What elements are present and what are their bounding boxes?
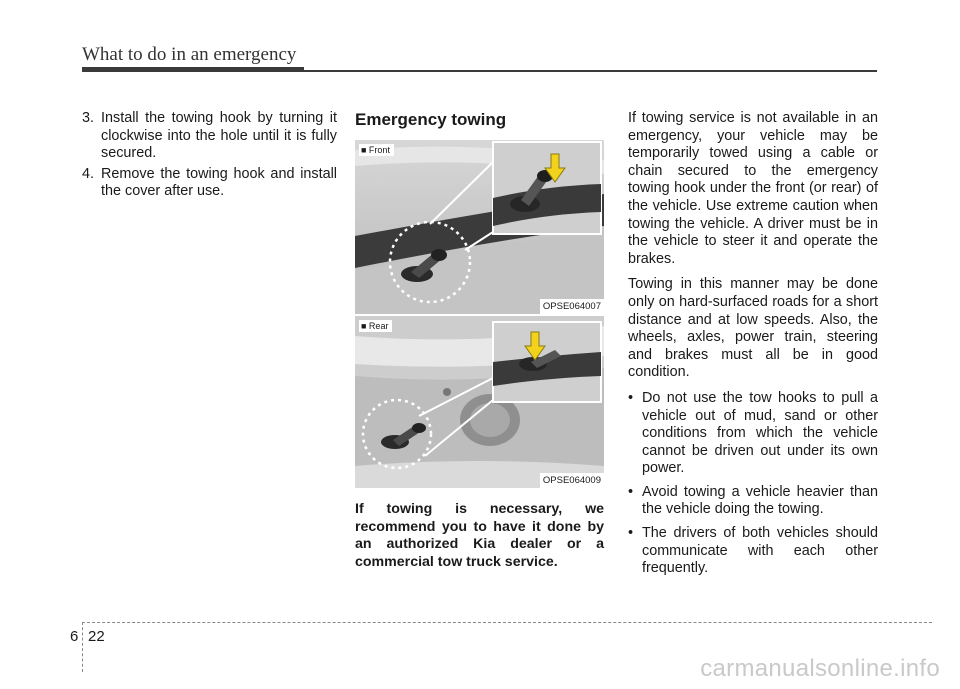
list-item-text: Do not use the tow hooks to pull a vehicle out of mud, sand or other conditions from which the vehicle cannot be driven out under its own power. xyxy=(642,389,878,477)
list-item xyxy=(628,390,878,478)
bullet: • xyxy=(628,525,634,542)
step-number: 4. xyxy=(82,165,95,182)
caution-list xyxy=(628,390,878,578)
step-item xyxy=(82,110,337,163)
rear-tow-hook-illustration xyxy=(355,316,604,488)
towing-recommendation: If towing is necessary, we recommend you to have it done by an authorized Kia dealer or a commercial tow truck service. xyxy=(355,501,604,570)
step-text: Remove the towing hook and install the cover after use. xyxy=(101,165,337,200)
list-item xyxy=(628,484,878,519)
figure-rear-code: OPSE064009 xyxy=(540,473,604,488)
watermark: carmanualsonline.info xyxy=(700,655,940,682)
chapter-number: 6 xyxy=(70,628,79,645)
steps-column xyxy=(82,110,337,204)
bullet: • xyxy=(628,389,634,406)
step-number: 3. xyxy=(82,110,95,126)
figure-rear-tag: ■ Rear xyxy=(359,320,392,332)
section-title: Emergency towing xyxy=(355,110,507,129)
list-item xyxy=(628,525,878,578)
front-tow-hook-illustration xyxy=(355,140,604,314)
header-rule-dark xyxy=(82,67,304,72)
figure-front-code: OPSE064007 xyxy=(540,299,604,314)
page-header-title: What to do in an emergency xyxy=(82,44,297,65)
footer-rule xyxy=(82,622,932,623)
bullet: • xyxy=(628,483,634,500)
figure-front-tag: ■ Front xyxy=(359,144,394,156)
paragraph: Towing in this manner may be done only on hard-surfaced roads for a short distance and at low speeds. Also, the wheels, axles, power train, steering and brakes must all be in good condition. xyxy=(628,276,878,381)
page-number: 22 xyxy=(88,628,105,645)
paragraph: If towing service is not available in an emergency, your vehicle may be temporarily towed using a cable or chain secured to the emergency towing hook under the front (or rear) of the vehicle. Use extreme caution when towing the vehicle. A driver must be in the vehicle to steer it and operate the brakes. xyxy=(628,110,878,267)
list-item-text: Avoid towing a vehicle heavier than the vehicle doing the towing. xyxy=(642,483,878,518)
step-item xyxy=(82,166,337,201)
list-item-text: The drivers of both vehicles should communicate with each other frequently. xyxy=(642,525,878,577)
towing-instructions-column xyxy=(628,110,878,584)
header-rule-thin xyxy=(304,70,877,72)
step-text: Install the towing hook by turning it clockwise into the hole until it is fully secured. xyxy=(101,110,337,162)
footer-divider xyxy=(82,622,83,672)
